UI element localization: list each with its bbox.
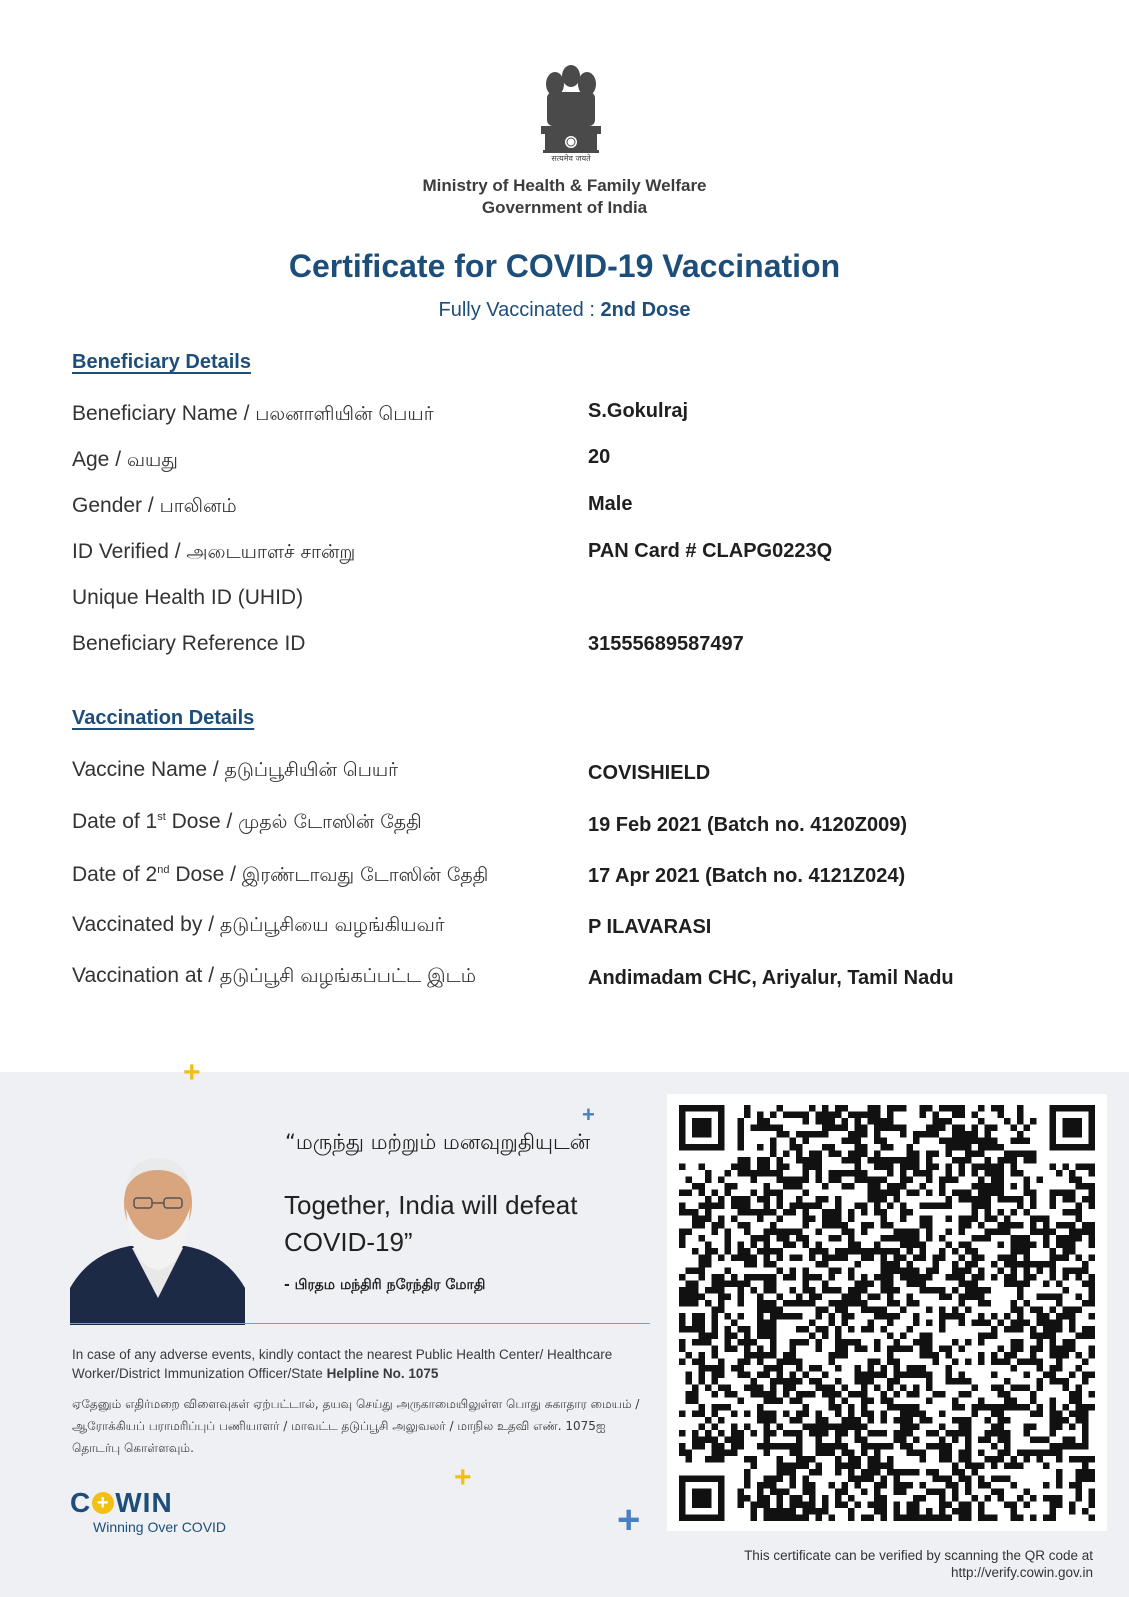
label-en: Date of 2 — [72, 863, 158, 886]
id-verified-value: PAN Card # CLAPG0223Q — [588, 540, 833, 562]
label-ta: இரண்டாவது டோஸின் தேதி — [241, 864, 489, 886]
beneficiary-reference-value: 31555689587497 — [588, 633, 744, 655]
label-ta: தடுப்பூசியின் பெயர் — [224, 759, 399, 781]
ministry-name: Ministry of Health & Family Welfare — [422, 176, 707, 195]
label-en: Age / — [72, 448, 127, 471]
advisory-tamil: ஏதேனும் எதிர்மறை விளைவுகள் ஏற்பட்டால், தயவு செய்து அருகாமையிலுள்ள பொது சுகாதார மையம் / ஆரோக்கியப் பராமரிப்புப் பணியாளர் / மாவட்ட தடுப்பூசி அலுவலர் / மாநில உதவி எண். 1075ஐ தொடர்பு கொள்ளவும். — [72, 1397, 640, 1455]
label-ta: வயது — [126, 449, 178, 471]
vaccinated-by-value: P ILAVARASI — [588, 916, 712, 938]
verify-url[interactable]: http://verify.cowin.gov.in — [950, 1565, 1093, 1580]
qr-code-icon — [679, 1105, 1095, 1521]
age-label — [72, 448, 178, 474]
cowin-logo-icon — [70, 1487, 173, 1519]
advisory-english — [72, 1345, 632, 1383]
gender-label — [72, 494, 237, 520]
beneficiary-details-heading: Beneficiary Details — [72, 351, 251, 373]
plus-icon: + — [454, 1461, 472, 1494]
prime-minister-portrait — [70, 1148, 245, 1325]
cowin-tagline: Winning Over COVID — [93, 1519, 227, 1535]
certificate-title: Certificate for COVID-19 Vaccination — [288, 248, 841, 284]
age-value: 20 — [588, 446, 611, 468]
second-dose-date-label — [72, 863, 488, 889]
label-en-post: Dose / — [169, 863, 242, 886]
label-ta: அடையாளச் சான்று — [186, 541, 356, 563]
label-en: Beneficiary Name / — [72, 402, 256, 425]
status-prefix: Fully Vaccinated : — [438, 299, 601, 321]
label-ta: பாலினம் — [159, 495, 237, 517]
label-en: Vaccination at / — [72, 964, 220, 987]
label-en: Vaccinated by / — [72, 913, 220, 936]
verification-note — [600, 1547, 1093, 1581]
vaccinated-by-label — [72, 913, 445, 939]
label-ta: முதல் டோஸின் தேதி — [238, 811, 422, 833]
first-dose-date-label — [72, 810, 422, 836]
beneficiary-reference-label: Beneficiary Reference ID — [72, 632, 306, 655]
beneficiary-name-label — [72, 402, 434, 428]
vaccine-name-value: COVISHIELD — [588, 762, 711, 784]
id-verified-label — [72, 540, 355, 566]
label-ta: பலனாளியின் பெயர் — [255, 403, 434, 425]
label-en-post: Dose / — [165, 810, 239, 833]
helpline-number: Helpline No. 1075 — [326, 1366, 439, 1381]
quote-tamil: “மருந்து மற்றும் மனவுறுதியுடன் — [285, 1130, 591, 1154]
vaccination-at-value: Andimadam CHC, Ariyalur, Tamil Nadu — [588, 967, 954, 989]
logo-letter: C — [70, 1487, 92, 1518]
label-en: ID Verified / — [72, 540, 187, 563]
quote-english: Together, India will defeat COVID-19” — [284, 1190, 578, 1257]
gender-value: Male — [588, 493, 633, 515]
vaccination-status — [0, 299, 1129, 322]
verify-line: This certificate can be verified by scanning the QR code at — [744, 1548, 1093, 1563]
vaccination-at-label — [72, 964, 476, 990]
vaccine-name-label — [72, 758, 398, 784]
logo-text: WIN — [115, 1487, 173, 1518]
label-en: Vaccine Name / — [72, 758, 225, 781]
quote-attribution: - பிரதம மந்திரி நரேந்திர மோதி — [284, 1277, 486, 1293]
plus-icon: + — [92, 1492, 114, 1514]
second-dose-date-value: 17 Apr 2021 (Batch no. 4121Z024) — [588, 865, 906, 887]
advisory-text: In case of any adverse events, kindly contact the nearest Public Health Center/ Healthcare Worker/District Immunization Officer/State — [72, 1347, 613, 1381]
vaccination-details-heading: Vaccination Details — [72, 707, 255, 729]
label-sup: st — [157, 811, 166, 823]
beneficiary-name-value: S.Gokulraj — [588, 400, 689, 422]
plus-icon: + — [582, 1102, 595, 1127]
status-dose: 2nd Dose — [600, 299, 691, 321]
label-en: Date of 1 — [72, 810, 158, 833]
label-ta: தடுப்பூசி வழங்கப்பட்ட இடம் — [219, 965, 477, 987]
first-dose-date-value: 19 Feb 2021 (Batch no. 4120Z009) — [588, 814, 908, 836]
label-ta: தடுப்பூசியை வழங்கியவர் — [219, 914, 445, 936]
label-sup: nd — [157, 864, 170, 876]
plus-icon: + — [617, 1498, 641, 1542]
emblem-motto: सत्यमेव जयते — [551, 154, 591, 163]
divider — [70, 1323, 650, 1324]
uhid-label: Unique Health ID (UHID) — [72, 586, 304, 609]
government-name: Government of India — [481, 198, 648, 217]
plus-icon: + — [183, 1056, 201, 1089]
label-en: Gender / — [72, 494, 160, 517]
